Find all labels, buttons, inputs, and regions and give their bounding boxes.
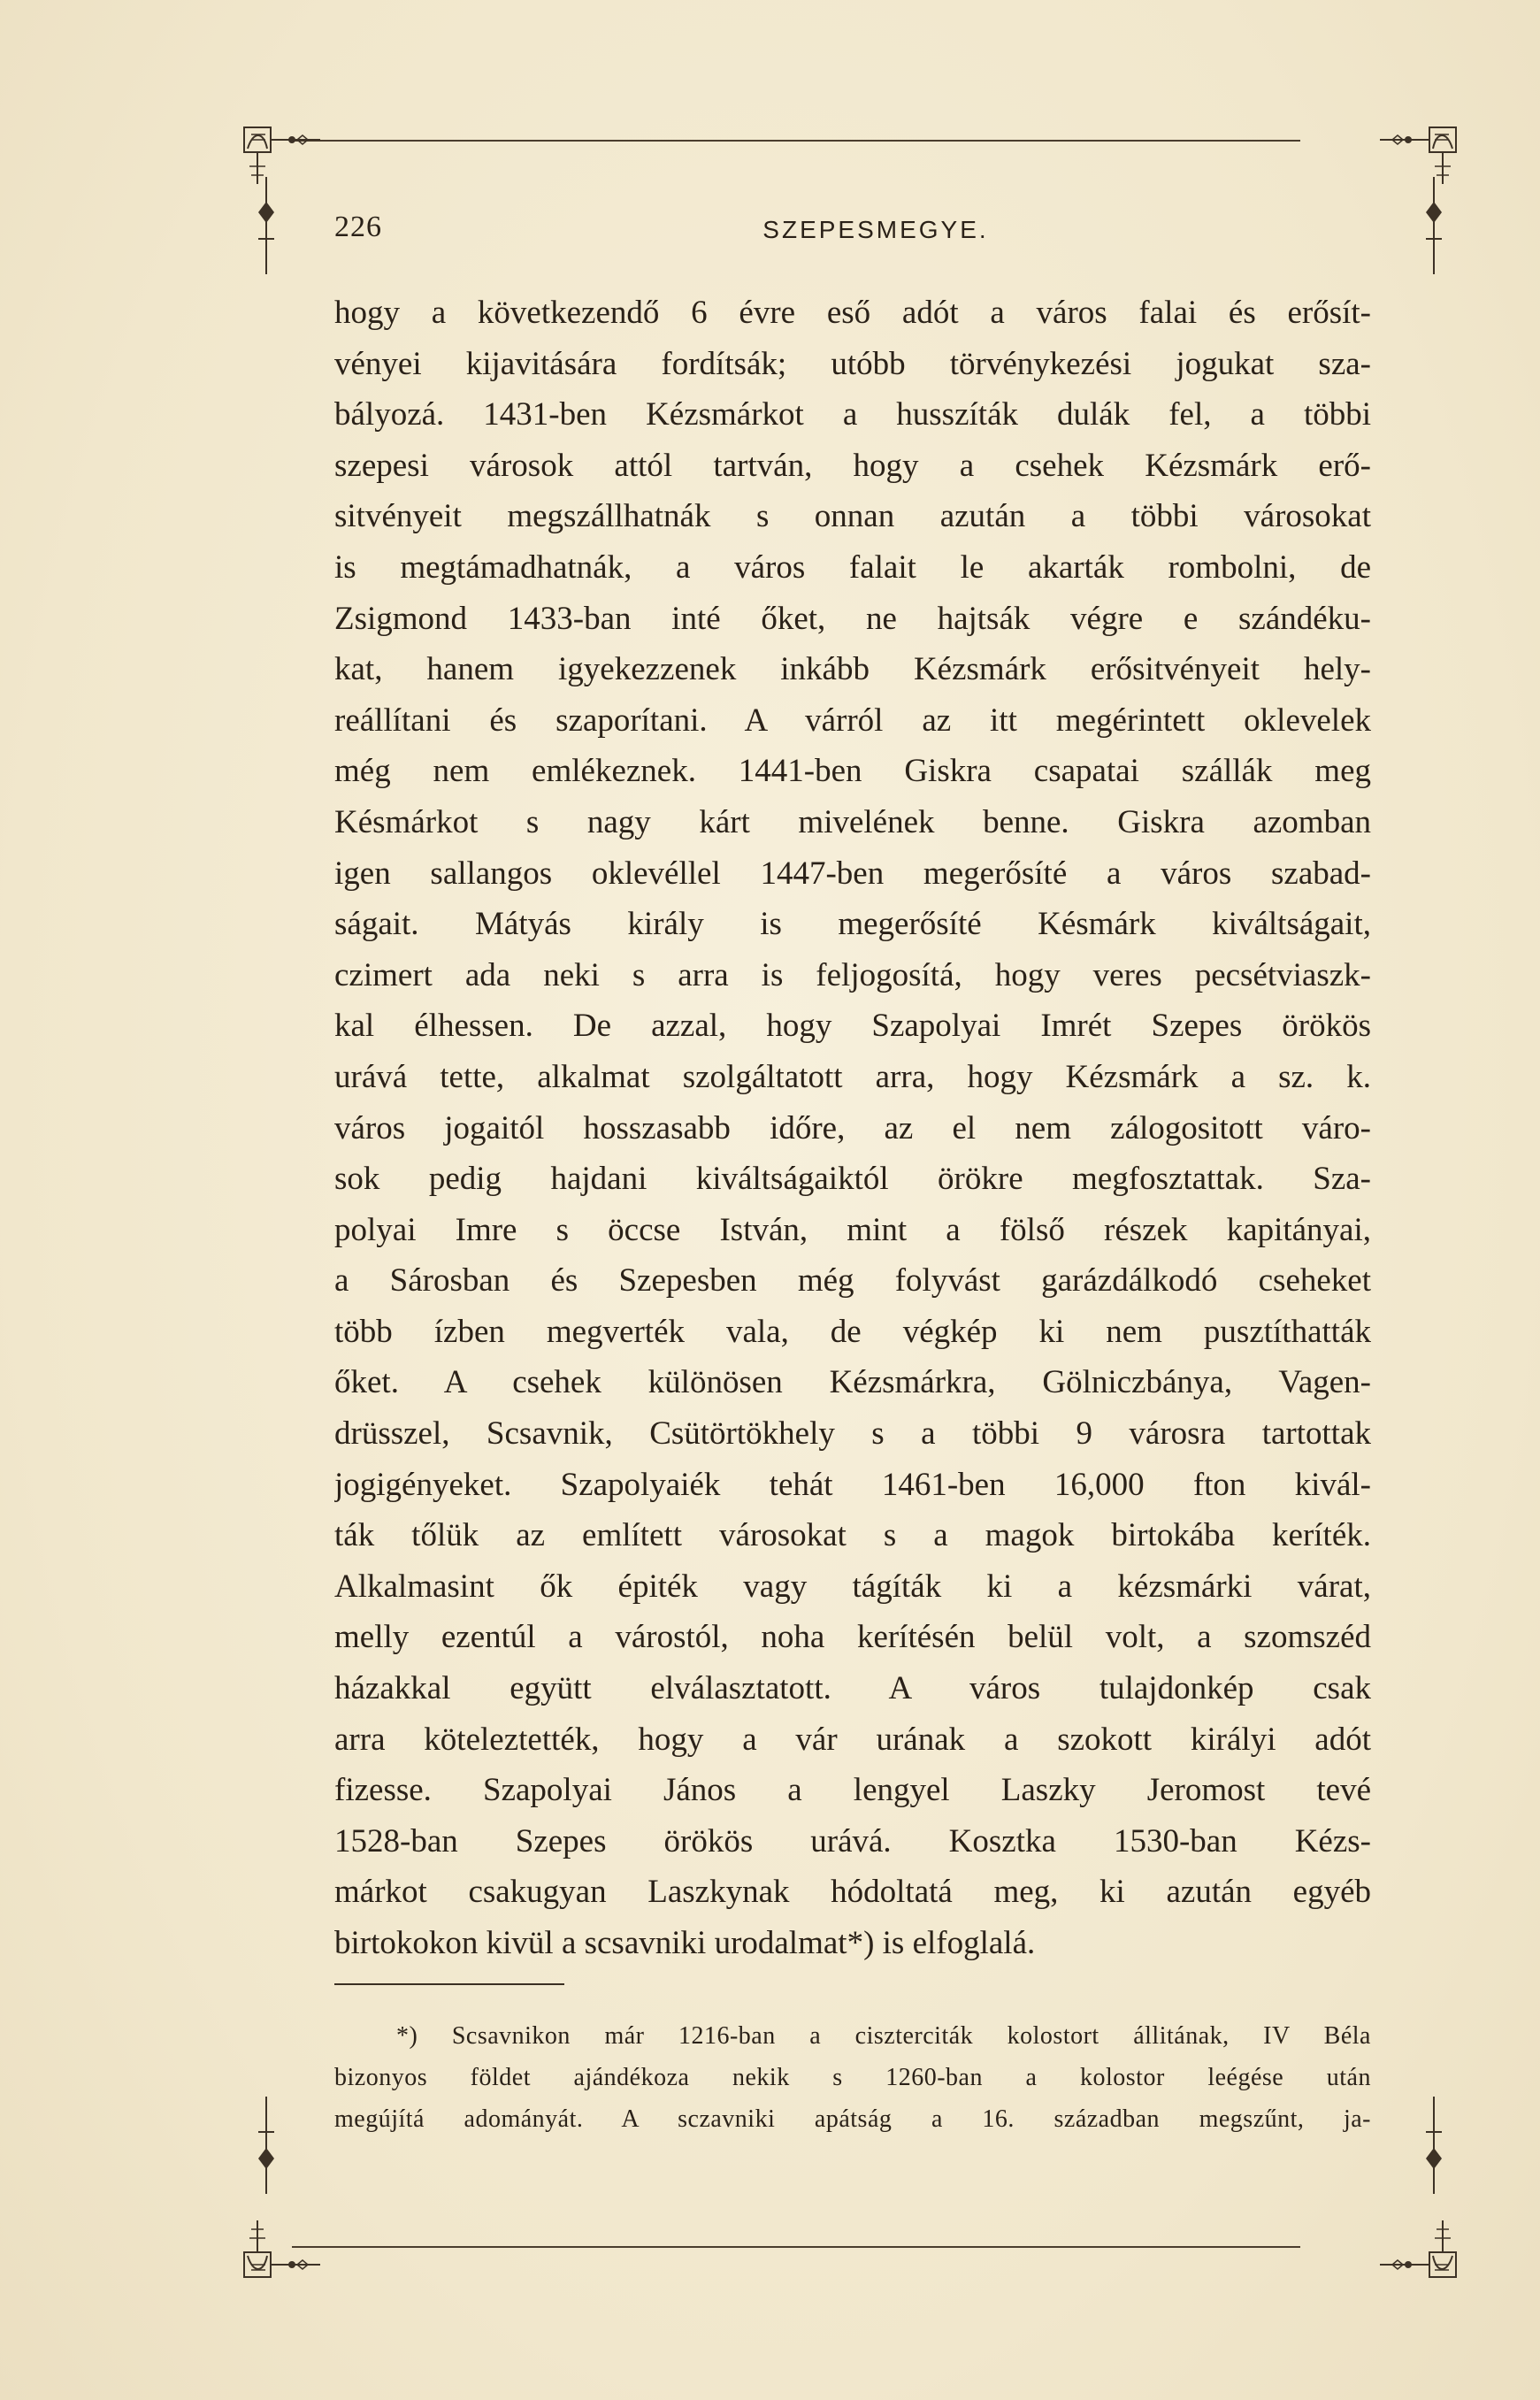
text-line: város jogaitól hosszasabb időre, az el nem zálogositott váro- [334, 1109, 1371, 1146]
text-line: a Sárosban és Szepesben még folyvást garázdálkodó cseheket [334, 1262, 1371, 1300]
bottom-border-rule [292, 2246, 1300, 2248]
text-line: jogigényeket. Szapolyaiék tehát 1461-ben 16,000 fton kivál- [334, 1466, 1371, 1503]
side-ornament-icon [253, 2097, 280, 2194]
text-line: Alkalmasint ők épiték vagy tágíták ki a kézsmárki várat, [334, 1568, 1371, 1605]
text-line: arra köteleztették, hogy a vár urának a szokott királyi adót [334, 1721, 1371, 1758]
text-line: bályozá. 1431-ben Kézsmárkot a husszíták dulák fel, a többi [334, 396, 1371, 433]
text-line: ták tőlük az említett városokat s a magok birtokába keríték. [334, 1517, 1371, 1554]
text-line: szepesi városok attól tartván, hogy a csehek Kézsmárk erő- [334, 447, 1371, 484]
text-line: őket. A csehek különösen Kézsmárkra, Gölniczbánya, Vagen- [334, 1364, 1371, 1401]
text-line: Zsigmond 1433-ban inté őket, ne hajtsák végre e szándéku- [334, 600, 1371, 637]
corner-ornament-icon [241, 122, 320, 184]
footnote-line: *) Scsavnikon már 1216-ban a ciszterciták kolostort állitának, IV Béla [396, 2022, 1371, 2050]
text-line: vényei kijavitására fordítsák; utóbb törvénykezési jogukat sza- [334, 345, 1371, 382]
text-line: czimert ada neki s arra is feljogosítá, hogy veres pecsétviaszk- [334, 956, 1371, 993]
text-line: még nem emlékeznek. 1441-ben Giskra csapatai szállák meg [334, 753, 1371, 790]
text-line: is megtámadhatnák, a város falait le akarták rombolni, de [334, 548, 1371, 586]
text-line: fizesse. Szapolyai János a lengyel Laszky Jeromost tevé [334, 1772, 1371, 1809]
footnote-line: bizonyos földet ajándékoza nekik s 1260-ban a kolostor leégése után [334, 2064, 1371, 2091]
text-line: igen sallangos oklevéllel 1447-ben megerősíté a város szabad- [334, 855, 1371, 892]
footnote [334, 2015, 1371, 2140]
text-line: ságait. Mátyás király is megerősíté Késmárk kiváltságait, [334, 906, 1371, 943]
side-ornament-icon [1421, 177, 1447, 274]
text-line: márkot csakugyan Laszkynak hódoltatá meg, ki azután egyéb [334, 1874, 1371, 1911]
footnote-line: megújítá adományát. A sczavniki apátság a 16. században megszűnt, ja- [334, 2105, 1371, 2133]
text-line: birtokokon kivül a scsavniki urodalmat*) is elfoglalá. [334, 1925, 1036, 1961]
top-border-rule [292, 140, 1300, 142]
text-line: több ízben megverték vala, de végkép ki nem pusztíthatták [334, 1313, 1371, 1350]
text-line: drüsszel, Scsavnik, Csütörtökhely s a többi 9 városra tartottak [334, 1415, 1371, 1453]
text-line: hogy a következendő 6 évre eső adót a város falai és erősít- [334, 295, 1371, 331]
corner-ornament-icon [1380, 122, 1460, 184]
text-line: reállítani és szaporítani. A várról az itt megérintett oklevelek [334, 702, 1371, 739]
text-line: 1528-ban Szepes örökös urává. Kosztka 1530-ban Kézs- [334, 1822, 1371, 1859]
text-line: polyai Imre s öccse István, mint a fölső részek kapitányai, [334, 1211, 1371, 1248]
text-line: melly ezentúl a várostól, noha kerítésén belül volt, a szomszéd [334, 1619, 1371, 1656]
corner-ornament-icon [1380, 2220, 1460, 2282]
corner-ornament-icon [241, 2220, 320, 2282]
body-text [334, 288, 1371, 1969]
text-line: urává tette, alkalmat szolgáltatott arra, hogy Kézsmárk a sz. k. [334, 1058, 1371, 1095]
footnote-separator [334, 1983, 564, 1985]
text-line: kal élhessen. De azzal, hogy Szapolyai Imrét Szepes örökös [334, 1008, 1371, 1045]
running-head: SZEPESMEGYE. [762, 216, 989, 243]
side-ornament-icon [1421, 2097, 1447, 2194]
text-line: kat, hanem igyekezzenek inkább Kézsmárk erősitvényeit hely- [334, 651, 1371, 688]
text-line: házakkal együtt elválasztatott. A város tulajdonkép csak [334, 1670, 1371, 1707]
text-line: sok pedig hajdani kiváltságaiktól örökre megfosztattak. Sza- [334, 1161, 1371, 1198]
text-line: Késmárkot s nagy kárt mivelének benne. Giskra azomban [334, 803, 1371, 840]
side-ornament-icon [253, 177, 280, 274]
text-line: sitvényeit megszállhatnák s onnan azután a többi városokat [334, 498, 1371, 535]
page-number: 226 [334, 211, 382, 243]
